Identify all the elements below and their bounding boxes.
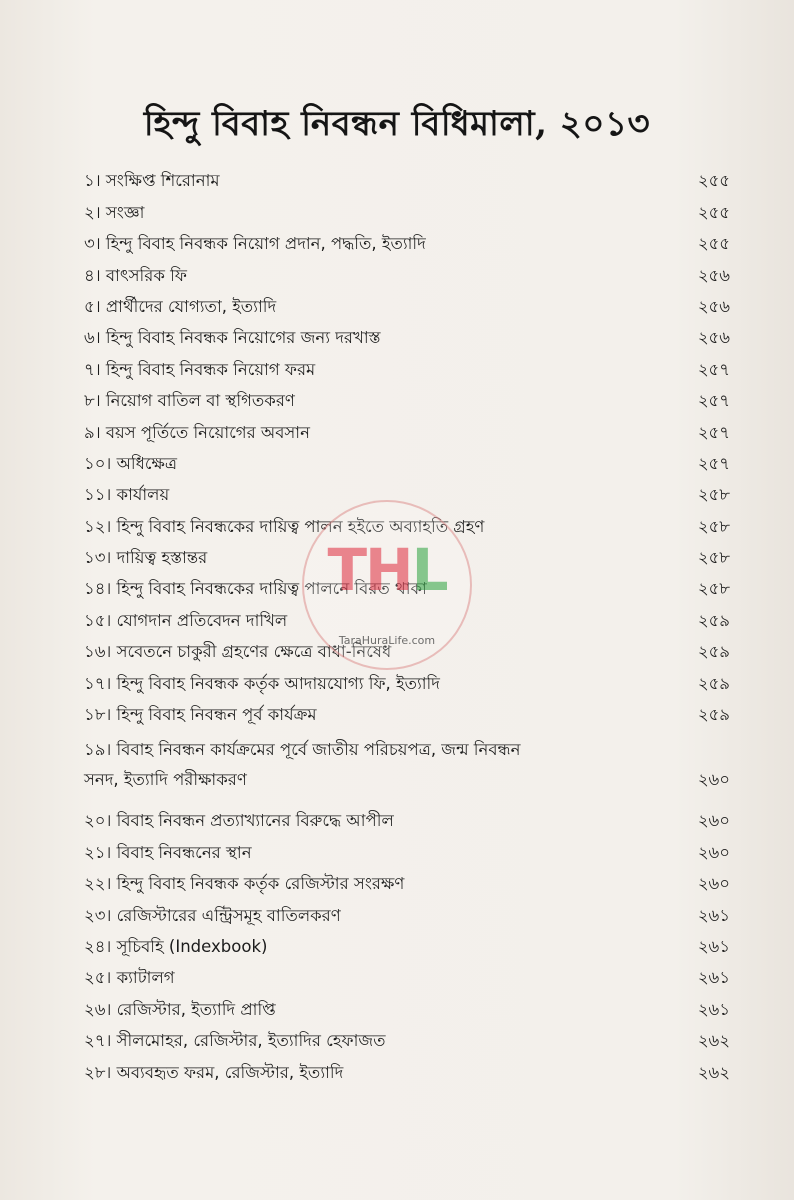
toc-entry-page: ২৫৮	[697, 485, 730, 505]
toc-entry-page: ২৬২	[697, 1062, 730, 1082]
toc-entry	[84, 990, 730, 1021]
toc-entry-page: ২৬১	[697, 999, 730, 1019]
toc-entry	[84, 865, 730, 896]
toc-entry-label: ১৬। সবেতনে চাকুরী গ্রহণের ক্ষেত্রে বাধা-নিষেধ	[84, 642, 392, 662]
toc-entry-page: ২৫৬	[697, 296, 730, 316]
toc-entry-label: ৪। বাৎসরিক ফি	[84, 265, 187, 285]
toc-entry-label: ২০। বিবাহ নিবন্ধন প্রত্যাখ্যানের বিরুদ্ধে আপীল	[84, 811, 394, 831]
toc-entry-page: ২৬১	[697, 936, 730, 956]
toc-entry-label: ১৮। হিন্দু বিবাহ নিবন্ধন পূর্ব কার্যক্রম	[84, 705, 317, 725]
toc-entry-label: ৯। বয়স পূর্তিতে নিয়োগের অবসান	[84, 422, 310, 442]
toc-entry-label: ২৭। সীলমোহর, রেজিস্টার, ইত্যাদির হেফাজত	[84, 1031, 386, 1051]
toc-entry	[84, 928, 730, 959]
toc-entry-page: ২৫৬	[697, 265, 730, 285]
watermark-url: TaraHuraLife.com	[338, 634, 436, 647]
toc-entry-page: ২৬০	[697, 811, 730, 831]
toc-entry-label: ৮। নিয়োগ বাতিল বা স্থগিতকরণ	[84, 391, 295, 411]
toc-entry-label: ২৩। রেজিস্টারের এন্ট্রিসমূহ বাতিলকরণ	[84, 905, 341, 925]
toc-entry-page: ২৫৮	[697, 548, 730, 568]
toc-entry-label: ৭। হিন্দু বিবাহ নিবন্ধক নিয়োগ ফরম	[84, 359, 316, 379]
toc-entry-label: ১৪। হিন্দু বিবাহ নিবন্ধকের দায়িত্ব পালনে বিরত থাকা	[84, 579, 427, 599]
toc-entry	[84, 802, 730, 833]
toc-entry-label: ২২। হিন্দু বিবাহ নিবন্ধক কর্তৃক রেজিস্টার সংরক্ষণ	[84, 874, 405, 894]
toc-entry	[84, 319, 730, 350]
toc-entry-label: ২৬। রেজিস্টার, ইত্যাদি প্রাপ্তি	[84, 999, 276, 1019]
toc-entry-label: ২৮। অব্যবহৃত ফরম, রেজিস্টার, ইত্যাদি	[84, 1062, 344, 1082]
toc-entry-page: ২৫৭	[697, 359, 730, 379]
toc-entry-label: ৫। প্রার্থীদের যোগ্যতা, ইত্যাদি	[84, 296, 277, 316]
toc-entry	[84, 193, 730, 224]
toc-entry	[84, 225, 730, 256]
toc-entry	[84, 413, 730, 444]
toc-entry-page: ২৫৫	[697, 202, 730, 222]
toc-entry-label-line1: ১৯। বিবাহ নিবন্ধন কার্যক্রমের পূর্বে জাতীয় পরিচয়পত্র, জন্ম নিবন্ধন	[84, 740, 521, 760]
toc-entry-label: ১৩। দায়িত্ব হস্তান্তর	[84, 548, 208, 568]
toc-entry	[84, 1022, 730, 1053]
toc-entry-label: ২৫। ক্যাটালগ	[84, 968, 175, 988]
toc-entry-page: ২৫৯	[697, 642, 730, 662]
toc-entry-page: ২৫৯	[697, 610, 730, 630]
toc-entry-label: ১। সংক্ষিপ্ত শিরোনাম	[84, 171, 220, 191]
toc-entry-page: ২৫৭	[697, 391, 730, 411]
toc-entry-label: ১১। কার্যালয়	[84, 485, 170, 505]
toc-entry	[84, 833, 730, 864]
toc-entry-page: ২৫৫	[697, 171, 730, 191]
toc-entry-page: ২৫৮	[697, 579, 730, 599]
toc-entry	[84, 382, 730, 413]
toc-entry-page: ২৬১	[697, 905, 730, 925]
toc-entry-label: ১২। হিন্দু বিবাহ নিবন্ধকের দায়িত্ব পালন হইতে অব্যাহতি গ্রহণ	[84, 516, 485, 536]
toc-entry-label: ৩। হিন্দু বিবাহ নিবন্ধক নিয়োগ প্রদান, পদ্ধতি, ইত্যাদি	[84, 234, 426, 254]
watermark-logo	[302, 500, 472, 670]
toc-entry	[84, 350, 730, 381]
toc-entry	[84, 664, 730, 695]
toc-entry-page: ২৬১	[697, 968, 730, 988]
toc-entry-label: ৬। হিন্দু বিবাহ নিবন্ধক নিয়োগের জন্য দরখাস্ত	[84, 328, 381, 348]
toc-entry	[84, 1053, 730, 1084]
toc-entry-page: ২৫৯	[697, 673, 730, 693]
toc-entry-page: ২৬২	[697, 1031, 730, 1051]
toc-entry	[84, 735, 730, 795]
toc-entry	[84, 288, 730, 319]
toc-entry-label: ২১। বিবাহ নিবন্ধনের স্থান	[84, 842, 252, 862]
toc-entry-label: ১৭। হিন্দু বিবাহ নিবন্ধক কর্তৃক আদায়যোগ্য ফি, ইত্যাদি	[84, 673, 440, 693]
toc-entry	[84, 256, 730, 287]
toc-entry-label: ২। সংজ্ঞা	[84, 202, 145, 222]
toc-entry-label-line2: সনদ, ইত্যাদি পরীক্ষাকরণ	[84, 770, 247, 790]
watermark-logo-text: THL	[327, 536, 447, 604]
toc-entry	[84, 959, 730, 990]
toc-entry-label: ১৫। যোগদান প্রতিবেদন দাখিল	[84, 610, 288, 630]
toc-entry-page: ২৬০	[697, 874, 730, 894]
toc-entry-page: ২৫৭	[697, 453, 730, 473]
toc-entry	[84, 162, 730, 193]
toc-entry-page: ২৫৬	[697, 328, 730, 348]
toc-entry	[84, 896, 730, 927]
page-title: হিন্দু বিবাহ নিবন্ধন বিধিমালা, ২০১৩	[143, 104, 651, 144]
toc-entry-page: ২৫৮	[697, 516, 730, 536]
toc-entry-page: ২৫৯	[697, 705, 730, 725]
toc-entry-page: ২৫৫	[697, 234, 730, 254]
toc-entry-page: ২৬০	[697, 842, 730, 862]
toc-entry-page: ২৫৭	[697, 422, 730, 442]
toc-entry	[84, 696, 730, 727]
toc-entry-label: ১০। অধিক্ষেত্র	[84, 453, 177, 473]
toc-entry	[84, 445, 730, 476]
toc-entry-page: ২৬০	[697, 770, 730, 790]
toc-entry-label: ২৪। সূচিবহি (Indexbook)	[84, 936, 268, 956]
